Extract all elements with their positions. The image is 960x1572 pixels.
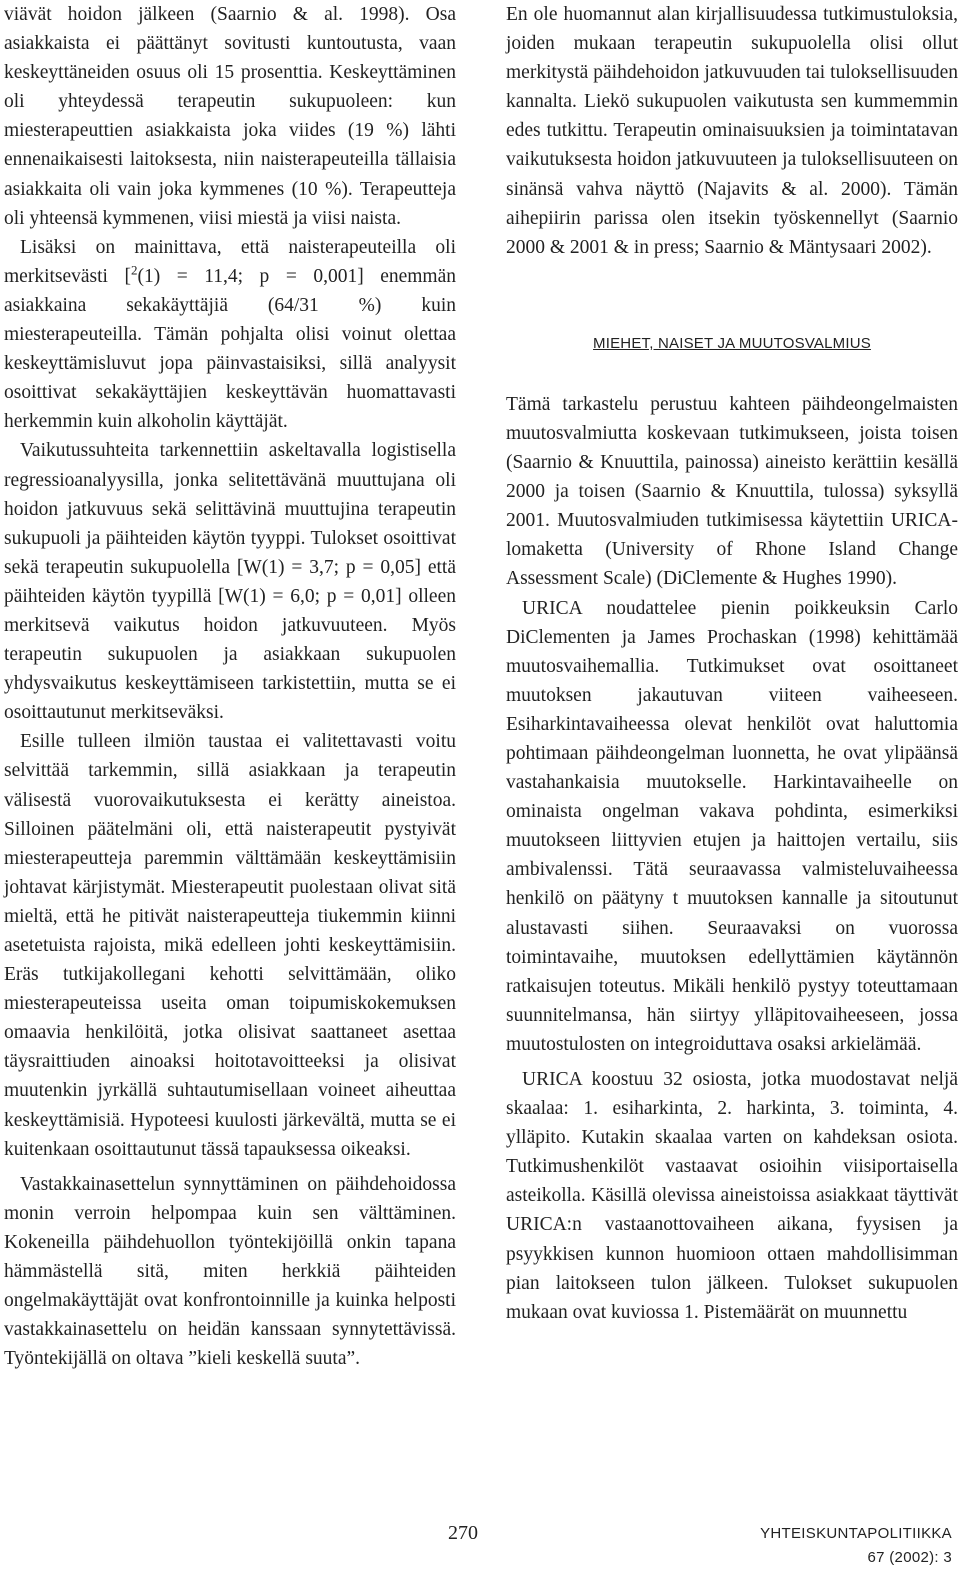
paragraph-text: Lisäksi on mainittava, että naisterapeuteilla oli merkitsevästi [ [4, 236, 456, 287]
paragraph-text: (1) = 11,4; p = 0,001] enemmän asiakkaina sekakäyttäjiä (64/31 %) kuin miesterapeuteilla. Tämän pohjalta olisi voinut olettaa keskeyttämisluvut jopa päinvastaisiksi, sillä analyysit osoittivat sekakäyttäjien keskeyttävän huomattavasti herkemmin kuin alkoholin käyttäjät. [4, 265, 456, 433]
paragraph: Vastakkainasettelun synnyttäminen on päihdehoidossa monin verroin helpompaa kuin sen välttäminen. Kokeneilla päihdehuollon työntekijöillä onkin tapana hämmästellä sitä, miten herkkiä päihteiden ongelmakäyttäjät ovat konfrontoinnille ja kuinka helposti vastakkainasettelu on heidän kanssaan synnytettävissä. Työntekijällä on oltava ”kieli keskellä suuta”. [4, 1173, 456, 1370]
paragraph: viävät hoidon jälkeen (Saarnio & al. 1998). Osa asiakkaista ei päättänyt sovitusti kuntoutusta, vaan keskeyttäneiden osuus oli 15 prosenttia. Keskeyttäminen oli yhteydessä terapeutin sukupuoleen: kun miesterapeuttien asiakkaista joka viides (19 %) lähti ennenaikaisesti laitoksesta, niin naisterapeuteilla tällaisia asiakkaita oli vain joka kymmenes (10 %). Terapeutteja oli yhteensä kymmenen, viisi miestä ja viisi naista. [4, 4, 456, 229]
paragraph: Tämä tarkastelu perustuu kahteen päihdeongelmaisten muutosvalmiutta koskevaan tutkimukseen, joista toisen (Saarnio & Knuuttila, painossa) aineisto kerättiin kesällä 2000 ja toisen (Saarnio & Knuuttila, tulossa) syksyllä 2001. Muutosvalmiuden tutkimisessa käytettiin URICA-lomaketta (University of Rhone Island Change Assessment Scale) (DiClemente & Hughes 1990). [506, 393, 958, 590]
journal-name: YHTEISKUNTAPOLITIIKKA [760, 1525, 952, 1542]
paragraph: URICA noudattelee pienin poikkeuksin Carlo DiClementen ja James Prochaskan (1998) kehittämää muutosvaihemallia. Tutkimukset ovat osoittaneet muutoksen jakautuvan viiteen vaiheeseen. Esiharkintavaiheessa olevat henkilöt ovat haluttomia pohtimaan päihdeongelman luonnetta, he ovat ylipäänsä vastahankaisia muutokselle. Harkintavaiheelle on ominaista ongelman vakava pohdinta, esimerkiksi muutokseen liittyvien etujen ja haittojen vertailu, siis ambivalenssi. Tätä seuraavassa valmisteluvaiheessa henkilö on päätyny t muutoksen kannalle ja sitoutunut alustavasti siihen. Seuraavaksi on vuorossa toimintavaihe, muutoksen edellyttämien käytännön ratkaisujen toteutus. Mikäli henkilö pystyy toteuttamaan suunnitelmansa, hän siirtyy ylläpitovaiheeseen, jossa muutostulosten on integroiduttava osaksi arkielämää. [506, 597, 958, 1055]
right-column [506, 0, 958, 1327]
left-column [4, 0, 456, 1373]
page-number: 270 [448, 1522, 478, 1544]
paragraph: Vaikutussuhteita tarkennettiin askeltavalla logistisella regressioanalyysilla, jonka selitettävänä muuttujana oli hoidon jatkuvuus sekä selittävinä muuttujina terapeutin sukupuoli ja päihteiden käytön tyyppi. Tulokset osoittivat sekä terapeutin sukupuolella [W(1) = 3,7; p = 0,05] että päihteiden käytön tyypillä [W(1) = 6,0; p = 0,01] olleen merkitsevä vaikutus hoidon jatkuvuuteen. Myös terapeutin sukupuolen ja asiakkaan sukupuolen yhdysvaikutus keskeyttämiseen tarkistettiin, mutta se ei osoittautunut merkitseväksi. [4, 440, 456, 724]
journal-info [760, 1522, 952, 1570]
chi-square-superscript: 2 [130, 262, 138, 278]
paragraph: Esille tulleen ilmiön taustaa ei valitettavasti voitu selvittää tarkemmin, sillä asiakkaan ja terapeutin välisestä vuorovaikutuksesta ei kerätty aineistoa. Silloinen päätelmäni oli, että naisterapeutit pystyivät miesterapeutteja paremmin välttämään keskeyttämisiin johtavat kärjistymät. Miesterapeutit puolestaan olivat sitä mieltä, että he pitivät naisterapeutteja tiukemmin kiinni asetetuista rajoista, mikä edelleen johti keskeyttämisiin. Eräs tutkijakollegani kehotti selvittämään, oliko miesterapeuteissa useita oman toipumiskokemuksen omaavia henkilöitä, jotka olisivat saattaneet asettaa täysraittiuden ainoaksi hoitotavoitteeksi ja olisivat muutenkin jyrkällä suhtautumisellaan voineet aiheuttaa keskeyttämisiä. Hypoteesi kuulosti järkevältä, mutta se ei kuitenkaan osoittautunut tässä tapauksessa oikeaksi. [4, 731, 456, 1160]
paragraph: En ole huomannut alan kirjallisuudessa tutkimustuloksia, joiden mukaan terapeutin sukupuolella olisi ollut merkitystä päihdehoidon jatkuvuuden tai tuloksellisuuden kannalta. Liekö sukupuolen vaikutusta sen kummemmin edes tutkittu. Terapeutin ominaisuuksien ja toimintatavan vaikutuksesta hoidon jatkuvuuteen ja tuloksellisuuteen on sinänsä vahva näyttö (Najavits & al. 2000). Tämän aihepiirin parissa olen itsekin työskennellyt (Saarnio 2000 & 2001 & in press; Saarnio & Mäntysaari 2002). [506, 4, 958, 258]
paragraph: URICA koostuu 32 osiosta, jotka muodostavat neljä skaalaa: 1. esiharkinta, 2. harkinta, 3. toiminta, 4. ylläpito. Kutakin skaalaa varten on kahdeksan osiota. Tutkimushenkilöt vastaavat osioihin viisiportaisella asteikolla. Käsillä olevissa aineistoissa asiakkaat täyttivät URICA:n vastaanottovaiheen aikana, fyysisen ja psyykkisen kunnon huomioon ottaen mahdollisimman pian laitokseen tulon jälkeen. Tulokset sukupuolen mukaan ovat kuviossa 1. Pistemäärät on muunnettu [506, 1069, 958, 1323]
journal-issue: 67 (2002): 3 [867, 1549, 952, 1566]
paragraph [4, 233, 456, 437]
section-heading: MIEHET, NAISET JA MUUTOSVALMIUS [593, 334, 871, 352]
